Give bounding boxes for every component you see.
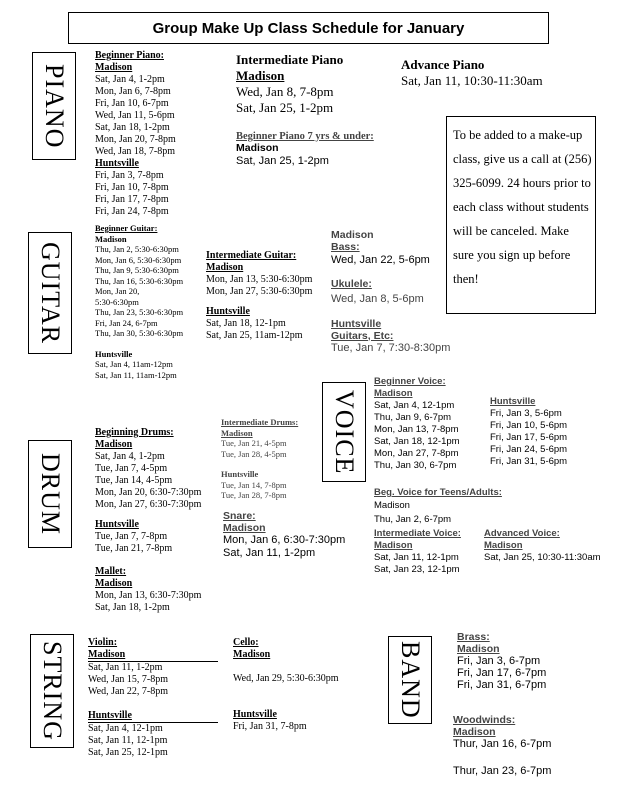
list-item: Fri, Jan 10, 6-7pm <box>95 98 169 109</box>
ukulele-block <box>331 279 424 307</box>
list-item: Tue, Jan 28, 7-8pm <box>221 490 287 500</box>
intermediate-guitar-block <box>206 250 312 342</box>
violin-block <box>88 637 218 759</box>
intermediate-piano-block <box>236 52 343 116</box>
list-item: Thur, Jan 16, 6-7pm <box>453 738 552 750</box>
list-item: Fri, Jan 17, 5-6pm <box>490 432 568 443</box>
list-item: Thu, Jan 2, 5:30-6:30pm <box>95 244 179 254</box>
list-item: Fri, Jan 3, 7-8pm <box>95 170 164 181</box>
list-item: Sat, Jan 25, 11am-12pm <box>206 330 303 341</box>
cello-block <box>233 637 339 733</box>
location-label: Huntsville <box>490 396 536 407</box>
location-label: Madison <box>95 62 133 73</box>
list-item: Wed, Jan 22, 7-8pm <box>88 686 169 697</box>
list-item: 5:30-6:30pm <box>95 296 139 307</box>
location-label: Madison <box>95 578 133 589</box>
list-item: Fri, Jan 3, 5-6pm <box>490 408 562 419</box>
huntsville-guitars-heading: Huntsville <box>331 318 382 330</box>
beginner-piano-under7-heading: Beginner Piano 7 yrs & under: <box>236 131 374 142</box>
list-item: Mon, Jan 13, 6:30-7:30pm <box>95 590 202 601</box>
location-label: Madison <box>374 540 413 551</box>
list-item: Tue, Jan 7, 4-5pm <box>95 463 168 474</box>
advanced-voice-heading: Advanced Voice: <box>484 528 560 539</box>
list-item: Sat, Jan 18, 12-1pm <box>206 318 286 329</box>
location-label: Madison <box>236 68 285 83</box>
page-title: Group Make Up Class Schedule for January <box>68 12 549 44</box>
list-item: Fri, Jan 17, 6-7pm <box>457 667 547 679</box>
list-item: Thu, Jan 30, 6-7pm <box>374 460 457 471</box>
bass-block <box>331 230 430 267</box>
location-label: Huntsville <box>233 709 277 720</box>
list-item: Sat, Jan 11, 1-2pm <box>223 547 316 559</box>
snare-heading: Snare: <box>223 510 256 522</box>
list-item: Sat, Jan 11, 12-1pm <box>374 552 459 563</box>
beginning-drums-heading: Beginning Drums: <box>95 427 174 438</box>
beginner-voice-block <box>374 376 460 472</box>
location-label: Madison <box>457 642 500 655</box>
location-label: Madison <box>88 649 218 662</box>
list-item: Tue, Jan 28, 4-5pm <box>221 448 287 459</box>
location-label: Madison <box>221 427 253 438</box>
list-item: Mon, Jan 27, 7-8pm <box>374 448 459 459</box>
list-item: Sat, Jan 18, 1-2pm <box>95 122 170 133</box>
list-item: Fri, Jan 24, 5-6pm <box>490 444 568 455</box>
list-item: Tue, Jan 14, 4-5pm <box>95 475 173 486</box>
intermediate-voice-block <box>374 528 461 576</box>
intermediate-drums-block <box>221 417 298 501</box>
list-item: Mon, Jan 20, 6:30-7:30pm <box>95 487 202 498</box>
advance-piano-heading: Advance Piano <box>401 57 485 72</box>
list-item: Sat, Jan 4, 12-1pm <box>374 400 455 411</box>
list-item: Mon, Jan 27, 5:30-6:30pm <box>206 286 313 297</box>
list-item: Sat, Jan 4, 1-2pm <box>95 451 165 462</box>
bass-heading: Bass: <box>331 240 360 253</box>
list-item: Fri, Jan 31, 5-6pm <box>490 456 568 467</box>
list-item: Sat, Jan 4, 12-1pm <box>88 723 163 734</box>
list-item: Thu, Jan 30, 5:30-6:30pm <box>95 328 184 338</box>
list-item: Wed, Jan 29, 5:30-6:30pm <box>233 673 339 684</box>
signup-note: To be added to a make-up class, give us a call at (256) 325-6099. 24 hours prior to each class without students will be canceled. Make sure you sign up before then! <box>446 116 596 314</box>
intermediate-piano-heading: Intermediate Piano <box>236 52 344 67</box>
list-item: Sat, Jan 4, 1-2pm <box>95 74 165 85</box>
list-item: Fri, Jan 31, 6-7pm <box>457 679 547 691</box>
section-label-voice: VOICE <box>322 382 366 482</box>
ukulele-heading: Ukulele: <box>331 278 372 290</box>
list-item: Mon, Jan 6, 7-8pm <box>95 86 171 97</box>
section-label-string: STRING <box>30 634 74 748</box>
mallet-block <box>95 566 201 614</box>
list-item: Sat, Jan 4, 11am-12pm <box>95 359 173 369</box>
list-item: Fri, Jan 24, 6-7pm <box>95 317 158 328</box>
list-item: Sat, Jan 11, 12-1pm <box>88 735 168 746</box>
advance-piano-block <box>401 57 543 89</box>
intermediate-drums-heading: Intermediate Drums: <box>221 417 299 427</box>
list-item: Fri, Jan 31, 7-8pm <box>233 721 307 732</box>
teen-adult-voice-block <box>374 487 502 527</box>
beginner-piano-block <box>95 50 176 218</box>
cello-heading: Cello: <box>233 637 259 648</box>
list-item: Thu, Jan 2, 6-7pm <box>374 514 452 525</box>
location-label: Madison <box>206 262 244 273</box>
location-label: Madison <box>95 439 133 450</box>
list-item: Thur, Jan 23, 6-7pm <box>453 765 552 777</box>
list-item: Wed, Jan 15, 7-8pm <box>88 674 169 685</box>
location-label: Huntsville <box>206 306 250 317</box>
section-label-piano: PIANO <box>32 52 76 160</box>
location-label: Huntsville <box>95 348 133 359</box>
teen-adult-voice-heading: Beg. Voice for Teens/Adults: <box>374 487 502 498</box>
list-item: Thu, Jan 9, 6-7pm <box>374 412 452 423</box>
woodwinds-block <box>453 715 551 778</box>
huntsville-guitars-block <box>331 319 450 355</box>
location-label: Madison <box>453 725 496 738</box>
location-label: Madison <box>374 500 410 511</box>
list-item: Tue, Jan 21, 7-8pm <box>95 543 173 554</box>
intermediate-voice-heading: Intermediate Voice: <box>374 528 461 539</box>
huntsville-guitars-subheading: Guitars, Etc: <box>331 329 394 342</box>
beginner-voice-huntsville-block <box>490 396 567 468</box>
location-label: Madison <box>223 521 266 534</box>
list-item: Sat, Jan 23, 12-1pm <box>374 564 460 575</box>
list-item: Sat, Jan 18, 1-2pm <box>95 602 170 613</box>
section-label-drum: DRUM <box>28 440 72 548</box>
list-item: Fri, Jan 10, 5-6pm <box>490 420 568 431</box>
list-item: Sat, Jan 25, 12-1pm <box>88 747 168 758</box>
list-item: Mon, Jan 20, <box>95 286 140 296</box>
list-item: Thu, Jan 9, 5:30-6:30pm <box>95 265 179 275</box>
location-label: Huntsville <box>95 158 139 169</box>
intermediate-guitar-heading: Intermediate Guitar: <box>206 250 297 261</box>
list-item: Tue, Jan 7, 7-8pm <box>95 531 168 542</box>
section-label-guitar: GUITAR <box>28 232 72 354</box>
list-item: Tue, Jan 21, 4-5pm <box>221 438 287 448</box>
list-item: Fri, Jan 10, 7-8pm <box>95 182 169 193</box>
mallet-heading: Mallet: <box>95 566 127 577</box>
beginning-drums-block <box>95 427 201 555</box>
list-item: Mon, Jan 13, 5:30-6:30pm <box>206 274 313 285</box>
list-item: Wed, Jan 18, 7-8pm <box>95 146 176 157</box>
location-label: Madison <box>484 540 523 551</box>
list-item: Wed, Jan 11, 5-6pm <box>95 110 175 121</box>
list-item: Tue, Jan 14, 7-8pm <box>221 479 287 490</box>
beginner-piano-under7-block <box>236 131 374 168</box>
list-item: Fri, Jan 3, 6-7pm <box>457 655 541 667</box>
list-item: Mon, Jan 6, 5:30-6:30pm <box>95 254 182 265</box>
list-item: Mon, Jan 13, 7-8pm <box>374 424 459 435</box>
violin-heading: Violin: <box>88 637 118 648</box>
list-item: Sat, Jan 25, 1-2pm <box>236 155 329 167</box>
list-item: Fri, Jan 17, 7-8pm <box>95 194 169 205</box>
location-label: Madison <box>233 649 271 660</box>
location-label: Huntsville <box>88 710 218 723</box>
beginner-voice-heading: Beginner Voice: <box>374 376 446 387</box>
location-label: Huntsville <box>221 469 259 479</box>
list-item: Fri, Jan 24, 7-8pm <box>95 206 169 217</box>
list-item: Sat, Jan 18, 12-1pm <box>374 436 460 447</box>
section-label-band: BAND <box>388 636 432 724</box>
list-item: Thu, Jan 16, 5:30-6:30pm <box>95 275 184 286</box>
woodwinds-heading: Woodwinds: <box>453 714 516 726</box>
beginner-piano-heading: Beginner Piano: <box>95 50 164 61</box>
list-item: Sat, Jan 11, 1-2pm <box>88 662 163 673</box>
list-item: Thu, Jan 23, 5:30-6:30pm <box>95 307 184 317</box>
list-item: Sat, Jan 11, 10:30-11:30am <box>401 73 543 88</box>
list-item: Sat, Jan 11, 11am-12pm <box>95 369 177 380</box>
list-item: Wed, Jan 22, 5-6pm <box>331 254 430 266</box>
location-label: Madison <box>331 229 374 241</box>
snare-block <box>223 511 345 560</box>
brass-heading: Brass: <box>457 631 490 643</box>
location-label: Madison <box>236 141 279 154</box>
list-item: Wed, Jan 8, 5-6pm <box>331 292 424 305</box>
beginner-guitar-block <box>95 223 183 380</box>
location-label: Madison <box>95 233 127 244</box>
advanced-voice-block <box>484 528 601 564</box>
list-item: Sat, Jan 25, 1-2pm <box>236 100 334 115</box>
location-label: Madison <box>374 388 413 399</box>
list-item: Sat, Jan 25, 10:30-11:30am <box>484 552 601 563</box>
list-item: Mon, Jan 6, 6:30-7:30pm <box>223 534 346 546</box>
beginner-guitar-heading: Beginner Guitar: <box>95 223 158 233</box>
list-item: Mon, Jan 20, 7-8pm <box>95 134 176 145</box>
brass-block <box>457 632 546 691</box>
list-item: Mon, Jan 27, 6:30-7:30pm <box>95 499 202 510</box>
list-item: Wed, Jan 8, 7-8pm <box>236 84 334 99</box>
list-item: Tue, Jan 7, 7:30-8:30pm <box>331 342 451 354</box>
location-label: Huntsville <box>95 519 139 530</box>
